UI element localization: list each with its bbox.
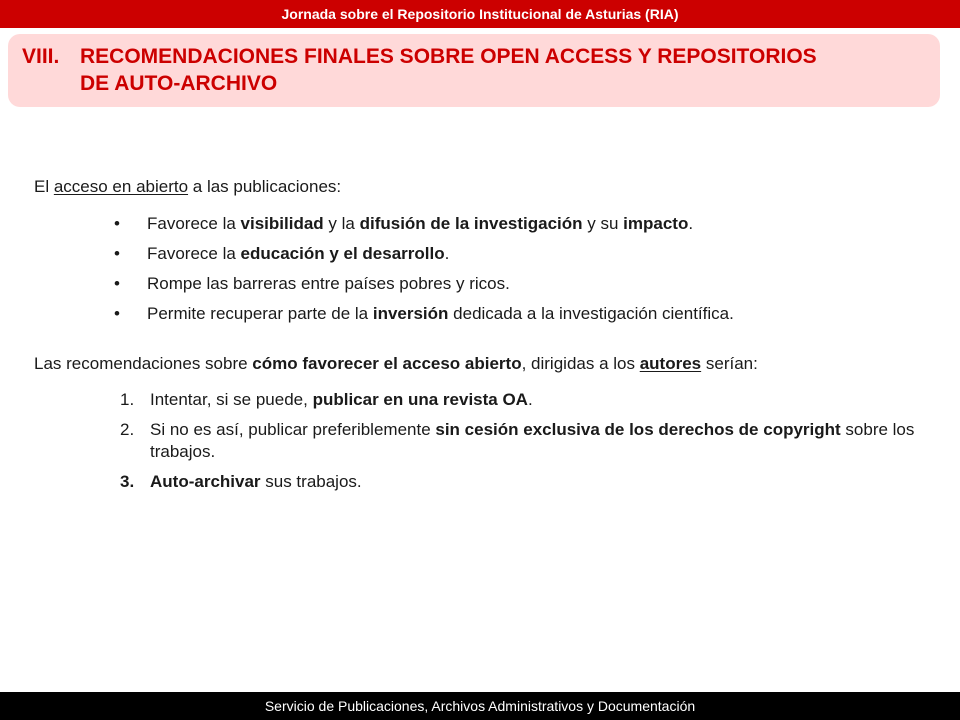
text-run: sobre los trabajos. [150,420,915,461]
list-item [114,273,924,295]
page-title [22,43,926,97]
item-number: 3. [120,472,135,491]
emphasis-run: educación y el desarrollo [240,244,445,263]
section-gap [34,333,924,353]
title-line-2: DE AUTO-ARCHIVO [80,72,278,95]
title-line-1: RECOMENDACIONES FINALES SOBRE OPEN ACCESS Y REPOSITORIOS [80,45,817,68]
text-run: . [688,214,694,233]
text-run: Rompe las barreras entre países pobres y ricos. [147,274,510,293]
text-run: Favorece la [147,244,241,263]
item-text [150,471,924,493]
item-number: 1. [120,390,135,409]
list-item [114,243,924,265]
item-number: 2. [120,420,135,439]
text-run: dedicada a la investigación científica. [448,304,734,323]
text-run: . [527,390,533,409]
title-number: VIII. [22,45,60,68]
intro-paragraph [34,176,924,198]
footer-text: Servicio de Publicaciones, Archivos Administrativos y Documentación [264,698,696,714]
text-run: Favorece la [147,214,241,233]
event-banner-text: Jornada sobre el Repositorio Institucional de Asturias (RIA) [281,6,679,22]
emphasis-run: visibilidad [240,214,324,233]
list-item [120,389,924,411]
item-text [150,389,924,411]
intro-text-1: El [34,177,54,196]
text-run: y su [582,214,624,233]
text-run: Intentar, si se puede, [150,390,313,409]
emphasis-run: autores [639,354,702,373]
intro-underlined-term: acceso en abierto [53,177,189,196]
emphasis-run: cómo favorecer el acceso abierto [252,354,522,373]
item-text [150,419,924,463]
title-body [80,43,926,97]
text-run: Las recomendaciones sobre [34,354,253,373]
emphasis-run: sin cesión exclusiva de los derechos de copyright [435,420,841,439]
recommendations-list [120,389,924,493]
emphasis-run: difusión de la investigación [359,214,583,233]
text-run: y la [323,214,360,233]
slide-content [34,176,924,501]
recommendations-intro [34,353,924,375]
emphasis-run: publicar en una revista OA [312,390,528,409]
event-banner [0,0,960,28]
text-run: serían: [701,354,758,373]
benefits-list [114,213,924,325]
emphasis-run: Auto-archivar [150,472,261,491]
emphasis-run: inversión [372,304,449,323]
emphasis-run: impacto [623,214,689,233]
footer-bar [0,692,960,720]
intro-text-2: a las publicaciones: [188,177,342,196]
title-box [8,34,940,107]
text-run: Permite recuperar parte de la [147,304,373,323]
list-item [114,303,924,325]
list-item [114,213,924,235]
text-run: . [444,244,450,263]
text-run: sus trabajos. [260,472,362,491]
list-item [120,471,924,493]
list-item [120,419,924,463]
text-run: , dirigidas a los [521,354,640,373]
text-run: Si no es así, publicar preferiblemente [150,420,436,439]
